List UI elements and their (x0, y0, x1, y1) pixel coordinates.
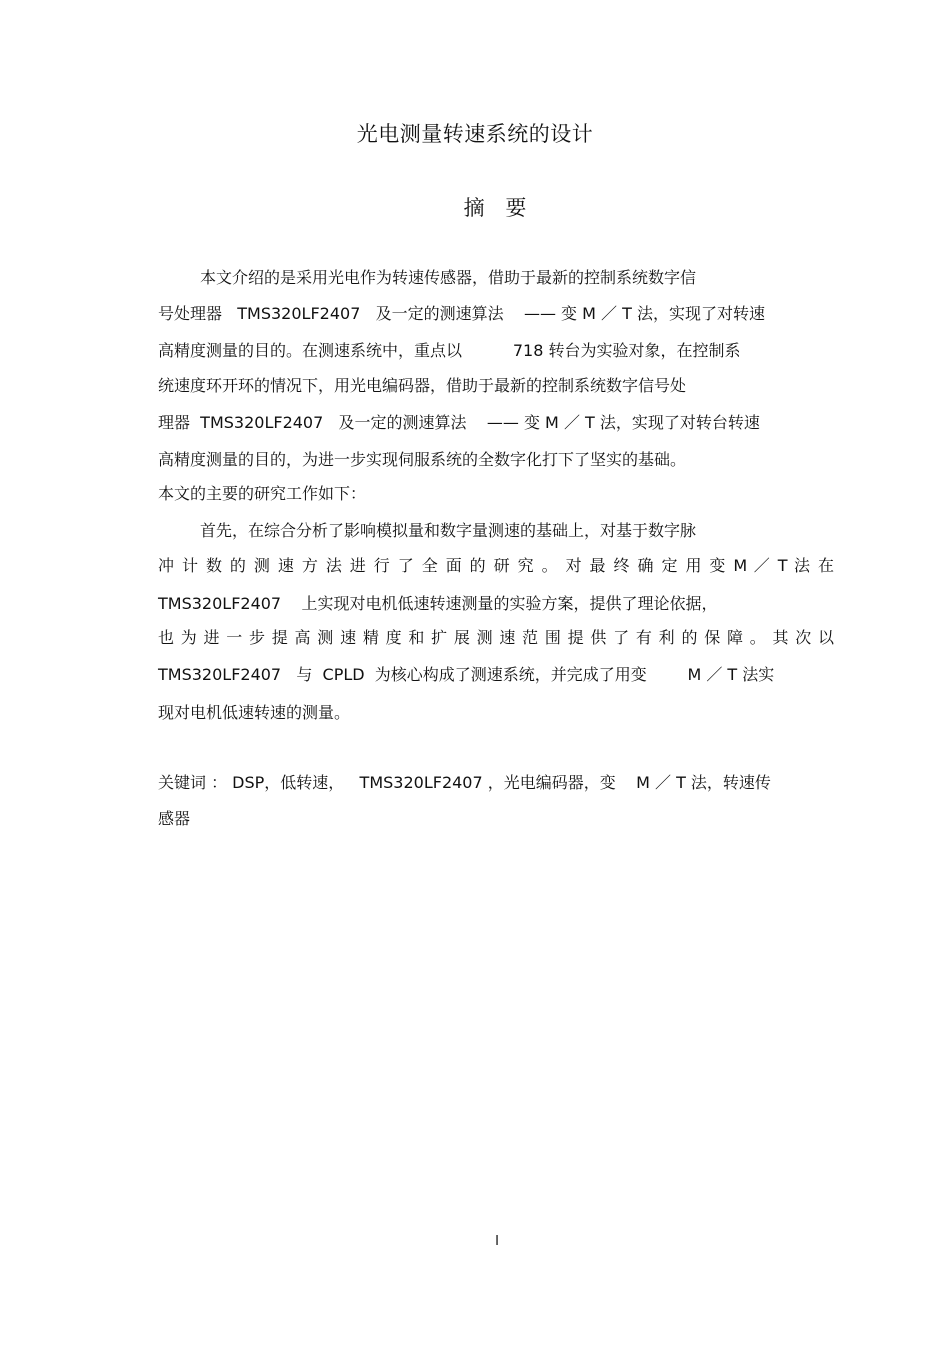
page-number: I (495, 1234, 499, 1249)
abstract-line-13: 现对电机低速转速的测量。 (158, 703, 351, 722)
abstract-line-3: 高精度测量的目的。在测速系统中，重点以 718 转台为实验对象，在控制系 (158, 341, 741, 360)
abstract-line-1: 本文介绍的是采用光电作为转速传感器，借助于最新的控制系统数字信 (200, 268, 697, 287)
abstract-line-2: 号处理器 TMS320LF2407 及一定的测速算法 —— 变 M ／ T 法，实现了对转速 (158, 304, 765, 323)
abstract-line-6: 高精度测量的目的，为进一步实现伺服系统的全数字化打下了坚实的基础。 (158, 450, 687, 469)
abstract-heading: 摘 要 (463, 196, 527, 220)
abstract-line-8: 首先，在综合分析了影响模拟量和数字量测速的基础上，对基于数字脉 (200, 521, 697, 540)
abstract-line-4: 统速度环开环的情况下，用光电编码器，借助于最新的控制系统数字信号处 (158, 376, 687, 395)
keywords-line-1: 关键词 ： DSP，低转速， TMS320LF2407 ，光电编码器，变 M ／ T 法，转速传 (158, 773, 771, 792)
abstract-line-10: TMS320LF2407 上实现对电机低速转速测量的实验方案，提供了理论依据， (158, 594, 718, 613)
abstract-line-7: 本文的主要的研究工作如下： (158, 484, 367, 503)
keywords-line-2: 感器 (158, 809, 191, 828)
abstract-line-12: TMS320LF2407 与 CPLD 为核心构成了测速系统，并完成了用变 M ／ T 法实 (158, 665, 775, 684)
abstract-line-9: 冲 计 数 的 测 速 方 法 进 行 了 全 面 的 研 究 。 对 最 终 确 定 用 变 M ／ T 法 在 (158, 556, 834, 575)
document-title: 光电测量转速系统的设计 (356, 122, 594, 146)
abstract-line-11: 也 为 进 一 步 提 高 测 速 精 度 和 扩 展 测 速 范 围 提 供 了 有 利 的 保 障 。 其 次 以 (158, 628, 834, 647)
abstract-line-5: 理器 TMS320LF2407 及一定的测速算法 —— 变 M ／ T 法，实现了对转台转速 (158, 413, 760, 432)
